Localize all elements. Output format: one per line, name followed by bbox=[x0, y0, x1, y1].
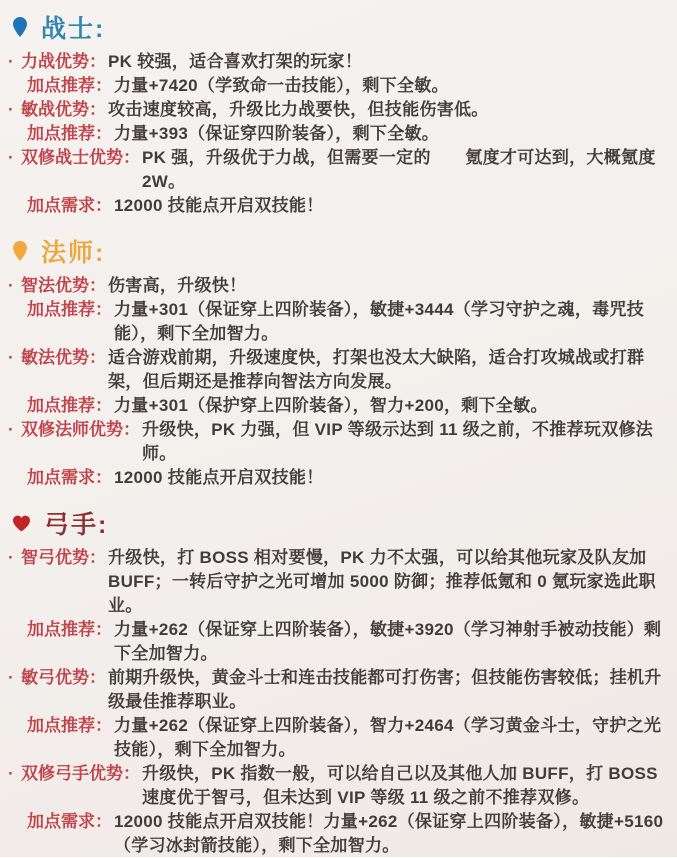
bullet-marker: · bbox=[8, 764, 14, 783]
entry-text: 升级快，PK 力强，但 VIP 等级示达到 11 级之前，不推荐玩双修法师。 bbox=[142, 420, 654, 463]
guide-entry bbox=[8, 146, 667, 194]
guide-entry bbox=[8, 274, 667, 298]
guide-entry bbox=[8, 762, 667, 810]
guide-entry bbox=[8, 418, 667, 466]
entry-text: 伤害高，升级快！ bbox=[108, 276, 247, 295]
guide-entry bbox=[8, 122, 667, 146]
guide-entry bbox=[8, 394, 667, 418]
entry-label: 双修弓手优势： bbox=[21, 764, 140, 783]
section-warrior-title: 战士: bbox=[41, 15, 106, 43]
guide-entry bbox=[8, 74, 667, 98]
entry-label: 双修法师优势： bbox=[21, 420, 140, 439]
entry-text: 前期升级快，黄金斗士和连击技能都可打伤害；但技能伤害较低；挂机升级最佳推荐职业。 bbox=[108, 668, 662, 711]
bullet-marker: · bbox=[8, 148, 14, 167]
guide-entry bbox=[8, 194, 667, 218]
entry-label: 加点需求： bbox=[27, 196, 112, 215]
entry-label: 加点推荐： bbox=[27, 300, 112, 319]
bullet-marker: · bbox=[8, 548, 14, 567]
guide-entry bbox=[8, 618, 667, 666]
entry-text: 12000 技能点开启双技能！ bbox=[114, 468, 324, 487]
entry-label: 加点需求： bbox=[27, 468, 112, 487]
section-archer bbox=[8, 508, 667, 858]
entry-label: 敏法优势： bbox=[21, 348, 106, 367]
section-warrior-header bbox=[12, 12, 667, 42]
entry-text: 力量+301（保护穿上四阶装备），智力+200，剩下全敏。 bbox=[114, 396, 548, 415]
guide-entry bbox=[8, 666, 667, 714]
entry-label: 力战优势： bbox=[21, 52, 106, 71]
guide-entry bbox=[8, 98, 667, 122]
bullet-marker: · bbox=[8, 276, 14, 295]
entry-label: 智法优势： bbox=[21, 276, 106, 295]
entry-text: 力量+262（保证穿上四阶装备），敏捷+3920（学习神射手被动技能）剩下全加智力。 bbox=[114, 620, 662, 663]
section-mage bbox=[8, 236, 667, 490]
section-mage-title: 法师: bbox=[41, 239, 106, 267]
bullet-marker: · bbox=[8, 348, 14, 367]
entry-label: 敏战优势： bbox=[21, 100, 106, 119]
guide-entry bbox=[8, 298, 667, 346]
bullet-marker: · bbox=[8, 52, 14, 71]
location-pin-icon bbox=[12, 16, 28, 38]
entry-text: PK 强，升级优于力战，但需要一定的 氪度才可达到，大概氪度 2W。 bbox=[142, 148, 656, 191]
guide-entry bbox=[8, 714, 667, 762]
entry-text: 升级快，PK 指数一般，可以给自己以及其他人加 BUFF，打 BOSS 速度优于智弓，但未达到 VIP 等级 11 级之前不推荐双修。 bbox=[142, 764, 658, 807]
section-archer-title: 弓手: bbox=[44, 511, 109, 539]
guide-entry bbox=[8, 810, 667, 858]
entry-label: 加点推荐： bbox=[27, 396, 112, 415]
entry-label: 敏弓优势： bbox=[21, 668, 106, 687]
entry-label: 加点推荐： bbox=[27, 716, 112, 735]
entry-text: 力量+301（保证穿上四阶装备），敏捷+3444（学习守护之魂，毒咒技能），剩下全加智力。 bbox=[114, 300, 645, 343]
entry-label: 加点推荐： bbox=[27, 76, 112, 95]
guide-entry bbox=[8, 50, 667, 74]
location-pin-icon bbox=[12, 240, 28, 262]
entry-text: 12000 技能点开启双技能！ bbox=[114, 196, 324, 215]
entry-label: 加点需求： bbox=[27, 812, 112, 831]
entry-text: 力量+262（保证穿上四阶装备），智力+2464（学习黄金斗士，守护之光技能），剩下全加智力。 bbox=[114, 716, 662, 759]
entry-text: PK 较强，适合喜欢打架的玩家！ bbox=[108, 52, 363, 71]
entry-label: 智弓优势： bbox=[21, 548, 106, 567]
guide-entry bbox=[8, 466, 667, 490]
entry-label: 双修战士优势： bbox=[21, 148, 140, 167]
bullet-marker: · bbox=[8, 668, 14, 687]
section-warrior bbox=[8, 12, 667, 218]
section-archer-header bbox=[12, 508, 667, 538]
entry-text: 力量+393（保证穿四阶装备），剩下全敏。 bbox=[114, 124, 440, 143]
entry-label: 加点推荐： bbox=[27, 124, 112, 143]
entry-text: 升级快，打 BOSS 相对要慢，PK 力不太强，可以给其他玩家及队友加 BUFF；一转后守护之光可增加 5000 防御；推荐低氪和 0 氪玩家选此职业。 bbox=[108, 548, 656, 615]
section-mage-header bbox=[12, 236, 667, 266]
guide-entry bbox=[8, 546, 667, 618]
heart-icon bbox=[12, 515, 31, 532]
entry-text: 力量+7420（学致命一击技能），剩下全敏。 bbox=[114, 76, 449, 95]
guide-entry bbox=[8, 346, 667, 394]
entry-text: 12000 技能点开启双技能！力量+262（保证穿上四阶装备），敏捷+5160（学习冰封箭技能），剩下全加智力。 bbox=[114, 812, 664, 855]
entry-text: 攻击速度较高，升级比力战要快，但技能伤害低。 bbox=[108, 100, 489, 119]
entry-label: 加点推荐： bbox=[27, 620, 112, 639]
bullet-marker: · bbox=[8, 100, 14, 119]
bullet-marker: · bbox=[8, 420, 14, 439]
entry-text: 适合游戏前期，升级速度快，打架也没太大缺陷，适合打攻城战或打群架，但后期还是推荐向智法方向发展。 bbox=[108, 348, 645, 391]
